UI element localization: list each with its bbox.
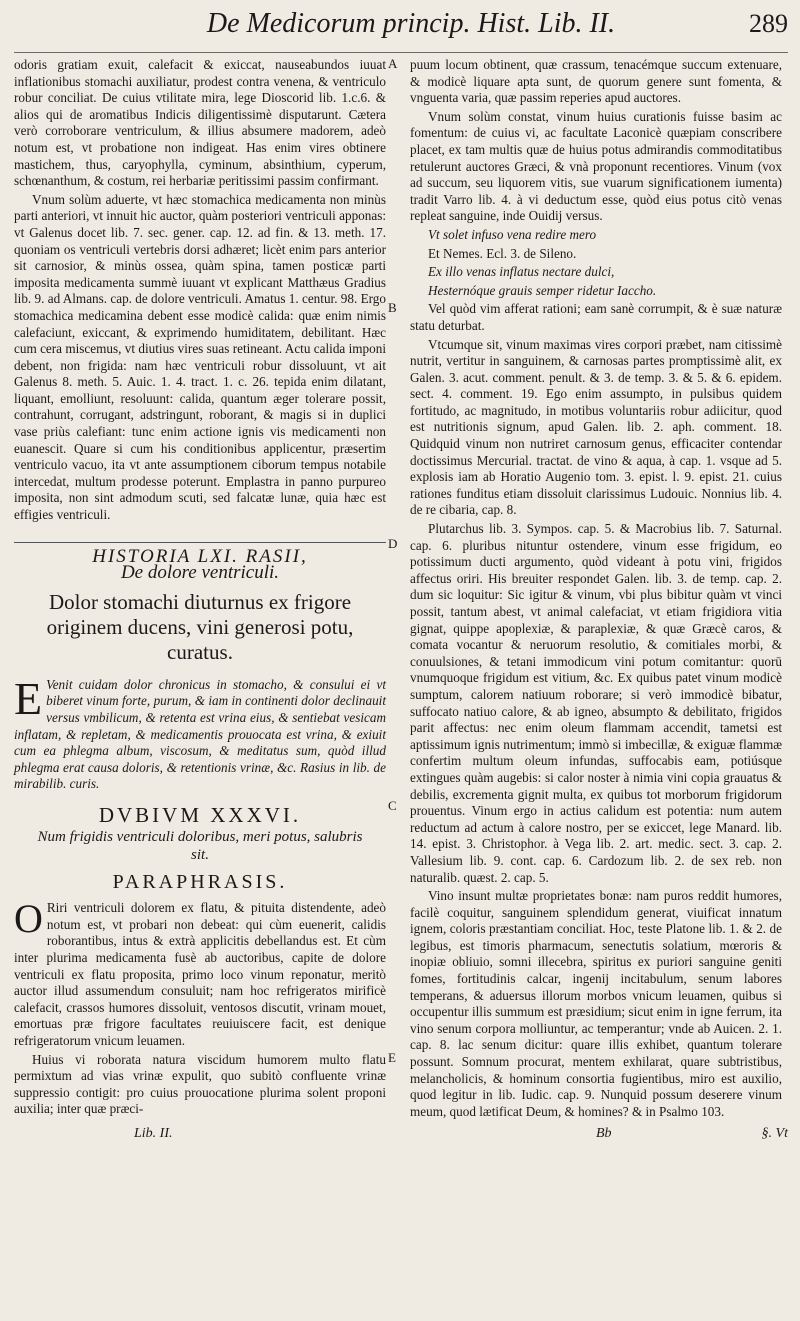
right-paragraph-2: Vnum solùm constat, vinum huius curationis fuisse basim ac fomentum: de cuius vi, ac facultate Laconicè quæpiam conscribere placet, ex tam multis quæ de huius potus admirandis commoditatibus retulerunt auctores Græci, & vnà proponunt recentiores. Vinum (vox ad succum, seu liquorem vitis, sue vuarum significationem iumenta) tradit Varro lib. 4. à vi deductum esse, quòd eius potus citò venas repleat sanguine, inde Ouidij versus. (410, 108, 782, 224)
verse-attribution: Et Nemes. Ecl. 3. de Sileno. (428, 245, 577, 261)
running-head (14, 8, 788, 53)
margin-letter-d: D (388, 536, 398, 551)
catchword: §. Vt (761, 1126, 788, 1142)
margin-letter-b: B (388, 300, 397, 315)
signature-mark: Bb (596, 1126, 612, 1142)
page-footer (14, 1126, 788, 1142)
right-paragraph-1: puum locum obtinent, quæ crassum, tenacémque succum extenuare, & modicè liquare apta sunt, de quorum genere sunt fomenta, & vnguenta varia, quæ passim reperies apud auctores. (410, 57, 782, 106)
margin-letter-e: E (388, 1050, 396, 1065)
verse-line-2: Ex illo venas inflatus nectare dulci, (428, 264, 615, 280)
left-column (14, 57, 386, 1122)
margin-letter-a: A (388, 56, 398, 71)
case-drop-cap: E (14, 672, 43, 724)
verse-line-3: Hesternóque grauis semper ridetur Iaccho. (428, 282, 657, 298)
running-title: De Medicorum princip. Hist. Lib. II. (206, 8, 616, 39)
left-paragraph-2: Vnum solùm aduerte, vt hæc stomachica medicamenta non minùs parti anteriori, vt innuit hic auctor, quàm posteriori ventriculi apponas: vt Galenus docet lib. 7. sec. gener. cap. 12. ad fin. & 13. meth. 17. quoniam os ventriculi vertebris dorsi adhæret; licèt enim pars anterior sit carnosior, & minùs ossea, quàm spina, tamen posticæ parti imposita medicamenta summè iuuant vt explicant Matthæus Gradius lib. 9. ad Almans. cap. de dolore ventriculi. Amatus 1. centur. 98. Ergo stomachica medicamina debent esse modicè calida: quæ enim nimis calefaciunt, exiccant, & exprimendo humiditatem, debilitant. Hæc cum cera miscemus, vt diutius vires suas retineant. Actu calida imponi debent, non frigida: nam hæc ventriculi robur dissoluunt, vt ait Galenus 8. meth. 5. Auic. 1. 4. tract. 1. c. 26. tepida enim dilatant, liquant, emolliunt, resoluunt: calida, quantum æger tolerare possit, contrahunt, corrugant, adstringunt, roborant, & magis si in duplici vase priùs calefiant: tunc enim actione ignis vis medicamenti non euanescit. Quare si cum his conditionibus applicentur, præsertim ventriculo vacuo, ita vt ante assumptionem ciborum tempus notabile intercedat, multum prodesse poterunt. Emplastra in panno purpureo imposita, non sint admodum scuti, sed falcatæ lunæ, quia hæc est effigies ventriculi. (14, 191, 386, 523)
left-paragraph-3 (14, 896, 386, 1049)
dubium-heading: DVBIVM XXXVI. (98, 802, 302, 827)
paraphrasis-text: Riri ventriculi dolorem ex flatu, & pituita distendente, adeò notum est, vt probari non debeat: qui cùm euenerit, calidis roborantibus, intus & extrà applicitis debellandus est. Et cùm inter plurima medicamenta fusè ab auctoribus, capite de dolore ventriculi ex flatu proposita, primo loco vinum reponatur, meritò auctor illud assumendum consuluit; nam hoc refrigeratos mirificè calefacit, crassos humores dissoluit, ventosos discutit, vrinam mouet, emortuas præ frigore facultates reuiuiscere facit, est denique refrigeratorum vnicum leuamen. (14, 900, 386, 1048)
right-paragraph-4: Vtcumque sit, vinum maximas vires corpori præbet, nam citissimè nutrit, vertitur in sanguinem, & carnosas partes promptissimè alit, ex Galen. 3. acut. comment. penult. & 3. de temp. 3. & 5. & 6. epidem. sect. 4. comment. 19. Ego enim assumpto, in pulsibus quidem fortitudo, ac magnitudo, in motibus voluntariis robur adiicitur, quod est nutritionis signum, apud Galen. lib. 2. aph. comment. 18. Quidquid vinum non nutriret carnosum genus, efficaciter contendar doctissimus Mercurial. tractat. de vino & aqua, à cap. 1. vsque ad 5. explosis iam ab Horatio Augenio tom. 3. epist. l. 9. epist. 21. cuius rationes funditus etiam dissoluit clarissimus Ludouic. Nonnius lib. 4. de re cibaria, cap. 8. (410, 336, 782, 518)
historia-summary: Dolor stomachi diuturnus ex frigore originem ducens, vini generosi potu, curatus. (46, 589, 354, 664)
paraphrasis-drop-cap: O (14, 896, 43, 942)
text-columns (14, 57, 788, 1122)
footer-book-label: Lib. II. (134, 1126, 173, 1142)
left-paragraph-4: Huius vi roborata natura viscidum humorem multo flatu permixtum ad vias vrinæ expulit, quo subitò confluente vrinæ suppressio contigit: pro cuius prouocatione plurima solent proponi auxilia; inter quæ præci- (14, 1051, 386, 1117)
paraphrasis-heading: PARAPHRASIS. (112, 870, 288, 893)
case-report (14, 672, 386, 793)
right-column (410, 57, 782, 1122)
historia-heading: HISTORIA LXI. RASII, (14, 542, 386, 566)
left-paragraph-1: odoris gratiam exuit, calefacit & exiccat, nauseabundos iuuat inflationibus stomachi auxiliatur, prodest contra venena, & ventriculo robur conciliat. De cuius vtilitate mira, lege Dioscorid lib. 1.c.6. & alios qui de aromatibus Indicis diligentissimè disputarunt. Cætera verò corroborare ventriculum, & illius absumere madorem, adeò notum est, vt probatione non indigeat. Has enim vires obtinere mastichem, thus, caryophylla, cyminum, absinthium, cyperum, schœnanthum, & costum, rei herbariæ peritissimi passim confirmant. (14, 57, 386, 189)
right-paragraph-6: Vino insunt multæ proprietates bonæ: nam puros reddit humores, facilè coquitur, sanguinem splendidum generat, viuificat innatum ignem, coloris præstantiam conciliat. Hoc, teste Platone lib. 1. & 2. de legibus, est timoris pharmacum, senectutis solatium, mœroris & inopiæ obliuio, somni illecebra, spiritus ex puriori sanguine geniti fomes, fortitudinis calcar, ingenij incitabulum, senum labores temperans, & aduersus illorum morbos vnicum leuamen, quibus si occupentur illis summum est præsidium; sicut enim in igne ferrum, ita vino senum corpora molliuntur, ac temperantur; vnde ab Auicen. 2. 1. cap. 8. lac senum dicitur: quare illis exhibet, quantum tolerare possunt. Somnum procurat, mentem exhilarat, quare subtristibus, melancholicis, & hominum consortia fugientibus, miro est auxilio, quod legitur in lib. Iudic. cap. 9. Nunquid possum deserere vinum meum, quod lætificat Deum, & homines? & in Psalmo 103. (410, 888, 782, 1119)
dubium-question: Num frigidis ventriculi doloribus, meri potus, salubris sit. (37, 828, 363, 863)
page-number: 289 (749, 9, 788, 38)
verse-line-1: Vt solet infuso vena redire mero (428, 226, 597, 242)
margin-letter-c: C (388, 798, 397, 813)
historia-subtitle: De dolore ventriculi. (120, 562, 280, 584)
case-text: Venit cuidam dolor chronicus in stomacho, & consului ei vt biberet vinum forte, purum, & iam in continenti dolor declinauit versus vmbilicum, & retenta est vrina eius, & sentiebat vesicam inflatam, & repletam, & medicamentis prouocata est vrina, & exiuit cum ea phlegma album, viscosum, & meditatus sum, quòd illud phlegma erat causa doloris, & retentionis vrinæ, &c. Rasius in lib. de mirabilib. curis. (14, 676, 386, 792)
right-paragraph-5: Plutarchus lib. 3. Sympos. cap. 5. & Macrobius lib. 7. Saturnal. cap. 6. pluribus nituntur ostendere, vinum esse frigidum, eo potissimum ducti argumento, quòd videant à potu vini, frigidos affectus oriri. His breuiter respondet Galen. lib. 3. de temp. cap. 2. dum sic loquitur: Sic igitur & vinum, vbi plus bibitur quàm vt vinci possit, tantum abest, vt animal calefaciat, vt etiam frigidiora vitia gignat, quippe apoplexiæ, & paraplexiæ, & quæ Græcè caros, & comata vocantur & neruorum resolutio, & comitiales morbi, & conuulsiones, & tetani immodicum vini potum comitantur: quorū vnumquoque frigidum est vitium, &c. Ex quibus patet vinum modicè sumptum, calorem natiuum roborare; si verò immodicè bibatur, suffocato natiuo calore, & ab igneo, absumpto & debilitato, frigidos parit affectus: nec enim oleum flammam accendit, tametsi est aptissimum ignis nutrimentum; immò si imbecillæ, & exiguæ flammæ confertim multum oleum infundas, suffocabis eam, potiúsque extingues quàm augebis: si calor noster à nimia vini copia grauatus & debilis, excrementa gignit multa, ex quibus tot morborum frigidorum prouentus. Vinum ergo in actius calidum est potentia: num autem reductum ad actum à calore nostro, per se exiccet, lege Manard. lib. 14. epist. 3. Christophor. à Vega lib. 2. art. medic. sect. 3. cap. 2. Vallesium lib. 9. cont. cap. 6. Cardozum lib. 2. de sex reb. non naturalib. quæst. 2. cap. 5. (410, 521, 782, 885)
right-paragraph-3: Vel quòd vim afferat rationi; eam sanè corrumpit, & è suæ naturæ statu deturbat. (410, 301, 782, 333)
footer-right (416, 1126, 788, 1142)
